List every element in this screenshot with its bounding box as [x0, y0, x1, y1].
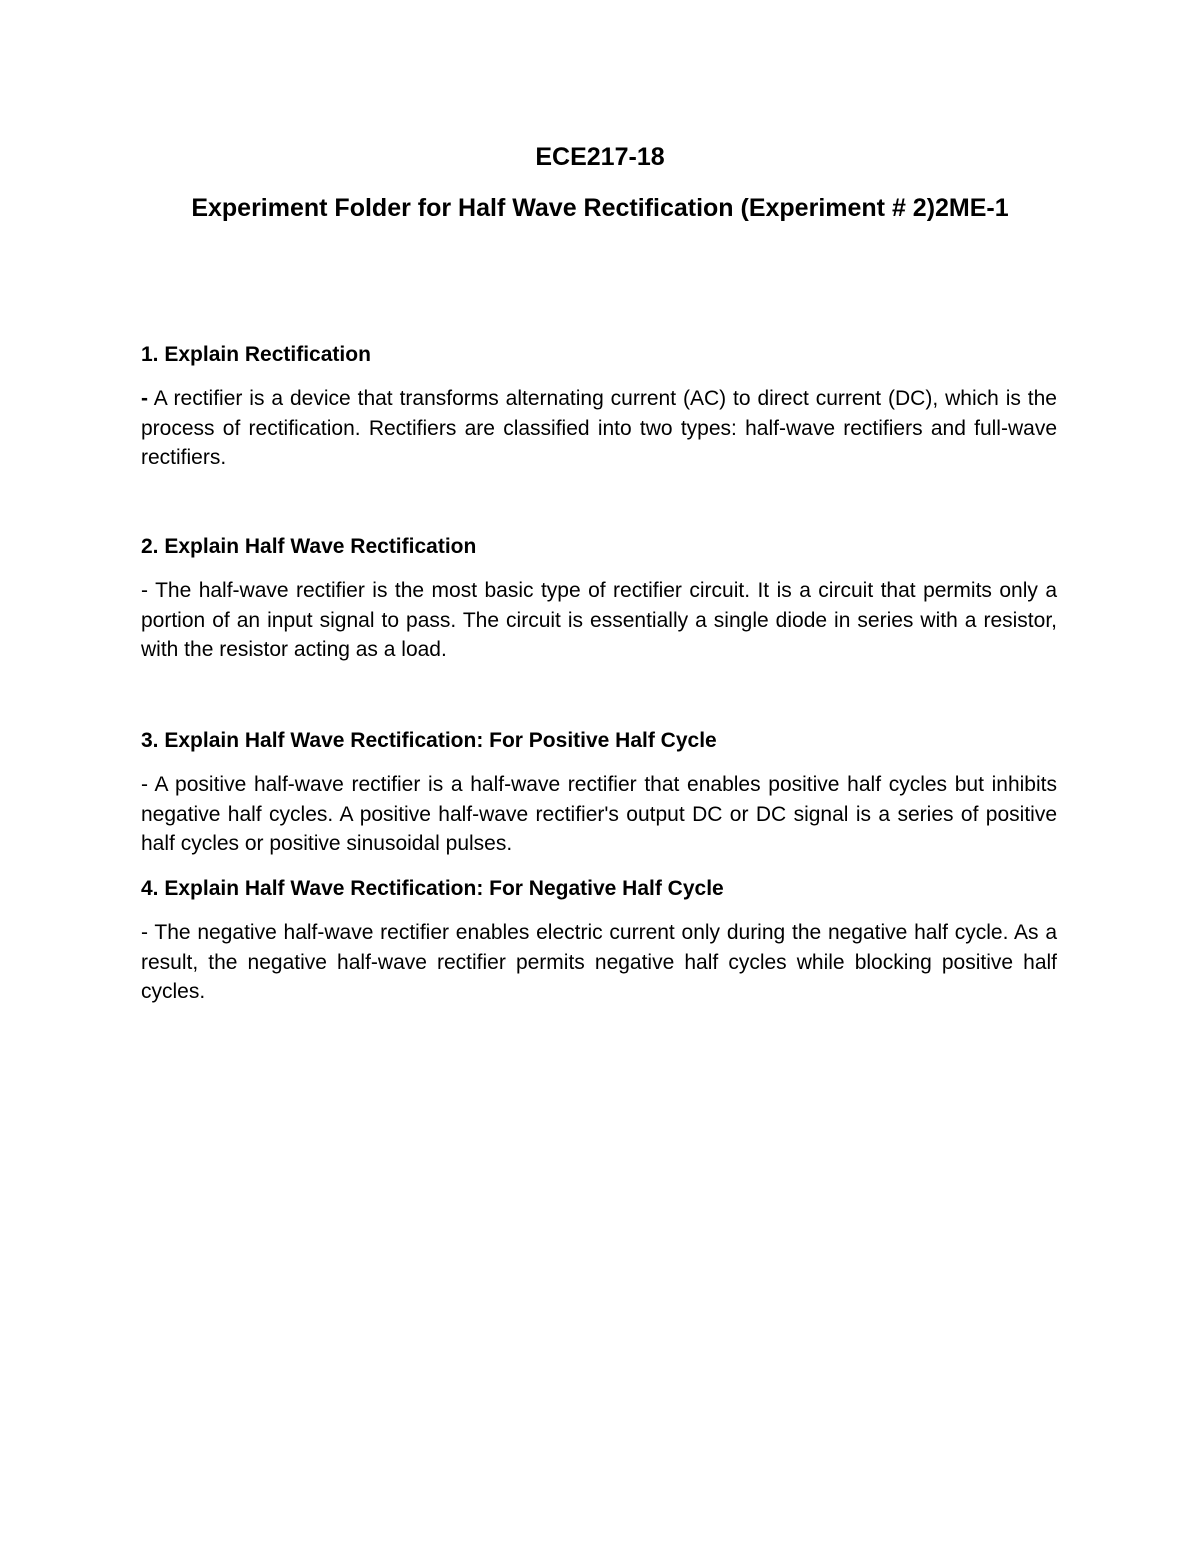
- answer-text: A rectifier is a device that transforms alternating current (AC) to direct current (DC), which is the process of rectification. Rectifiers are classified into two types: half-wave rectifiers and full-wave rectifiers.: [141, 387, 1057, 469]
- section-body: [141, 384, 1057, 473]
- section-explain-half-wave-rectification: [141, 532, 1057, 665]
- answer-dash: -: [141, 387, 148, 410]
- answer-text: A positive half-wave rectifier is a half-wave rectifier that enables positive half cycles but inhibits negative half cycles. A positive half-wave rectifier's output DC or DC signal is a series of positive half cycles or positive sinusoidal pulses.: [141, 773, 1057, 855]
- answer-text: The half-wave rectifier is the most basic type of rectifier circuit. It is a circuit that permits only a portion of an input signal to pass. The circuit is essentially a single diode in series with a resistor, with the resistor acting as a load.: [141, 579, 1057, 661]
- answer-dash: -: [141, 921, 148, 944]
- course-code: ECE217-18: [535, 143, 665, 171]
- section-negative-half-cycle: [141, 874, 1057, 1007]
- section-body: [141, 576, 1057, 665]
- section-heading: 1. Explain Rectification: [141, 343, 371, 366]
- section-positive-half-cycle: [141, 726, 1057, 859]
- answer-dash: -: [141, 579, 148, 602]
- section-heading: 3. Explain Half Wave Rectification: For Positive Half Cycle: [141, 729, 717, 752]
- section-explain-rectification: [141, 340, 1057, 473]
- answer-dash: -: [141, 773, 148, 796]
- section-body: [141, 918, 1057, 1007]
- document-title: Experiment Folder for Half Wave Rectification (Experiment # 2)2ME-1: [191, 194, 1009, 222]
- section-body: [141, 770, 1057, 859]
- section-heading: 2. Explain Half Wave Rectification: [141, 535, 477, 558]
- answer-text: The negative half-wave rectifier enables electric current only during the negative half cycle. As a result, the negative half-wave rectifier permits negative half cycles while blocking positive half cycles.: [141, 921, 1057, 1003]
- section-heading: 4. Explain Half Wave Rectification: For Negative Half Cycle: [141, 877, 724, 900]
